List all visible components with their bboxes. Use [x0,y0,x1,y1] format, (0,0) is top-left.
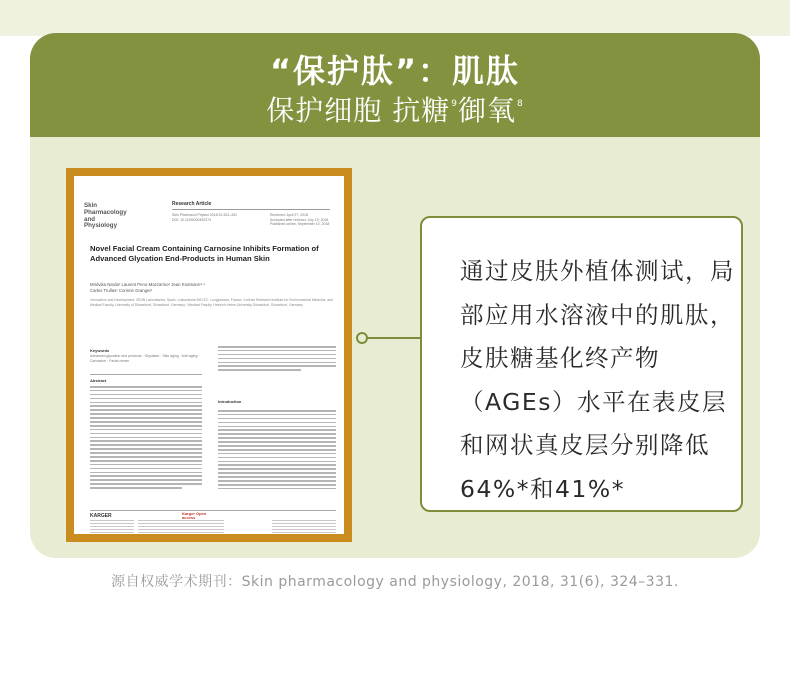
abstract-continued-text [218,346,336,373]
footer-text [90,520,134,534]
paper-thumbnail [74,176,344,534]
header-banner [30,33,760,137]
introduction-text [218,410,336,492]
divider [172,209,330,210]
subline-tail: 御氧 [457,94,516,127]
abstract-text [90,386,202,491]
paper-authors: Mridvika Narda¹ Laurent Peno-Mazzarino² Jean Krutmann³·⁴ Carles Trullas¹ Corinne Granger¹ [90,282,206,294]
source-citation: 源自权威学术期刊：Skin pharmacology and physiology, 2018, 31(6), 324–331. [111,574,679,590]
citation-meta: Skin Pharmacol Physiol 2018;31:324–331 DOI: 10.1159/000492274 [172,213,237,222]
dates-meta: Received: April 27, 2018 Accepted after revision: July 19, 2018 Published online: September 10, 2018 [270,213,330,226]
connector-dot [356,332,368,344]
info-box [420,216,743,512]
keywords-text: Advanced glycation end products · Glycation · Skin aging · Anti-aging · Carnosine · Facial cream [90,354,200,363]
journal-logo: Skin Pharmacology and Physiology [84,202,127,230]
keywords-label: Keywords [90,348,110,353]
content-card [30,33,760,558]
article-type: Research Article [172,201,212,207]
paper-title: Novel Facial Cream Containing Carnosine Inhibits Formation of Advanced Glycation End-Products in Human Skin [90,244,319,263]
paper-thumbnail-frame [66,168,352,542]
footer-text [138,520,224,534]
headline: “保护肽”：肌肽 [269,52,521,90]
info-text: 通过皮肤外植体测试，局部应用水溶液中的肌肽，皮肤糖基化终产物（AGEs）水平在表皮层和网状真皮层分别降低64%*和41%* [460,257,735,503]
top-band [0,0,790,36]
footnote-8: 8 [516,99,524,109]
abstract-label: Abstract [90,378,107,383]
introduction-label: Introduction [218,399,242,404]
footnote-9: 9 [451,99,458,109]
open-access-badge: Karger Open access [182,511,207,521]
publisher-logo: KARGER [90,513,112,519]
divider [90,374,202,375]
connector-line [364,337,420,339]
divider [90,510,336,511]
footer-text [272,520,336,534]
subline [30,89,760,129]
subline-main: 保护细胞 抗糖 [266,94,451,127]
paper-affiliations: ¹Innovation and Development, ISDIN Laboratories, Spain; ²Laboratoire BIO-EC, Longjumeau, France; ³Leibniz Research Institute for Environmental Medicine, and Medical Faculty, University of Düsseldorf, Düsseldorf, Germany; ⁴Medical Faculty, Heinrich-Heine-University Düsseldorf, Düsseldorf, Germany [90,298,333,307]
